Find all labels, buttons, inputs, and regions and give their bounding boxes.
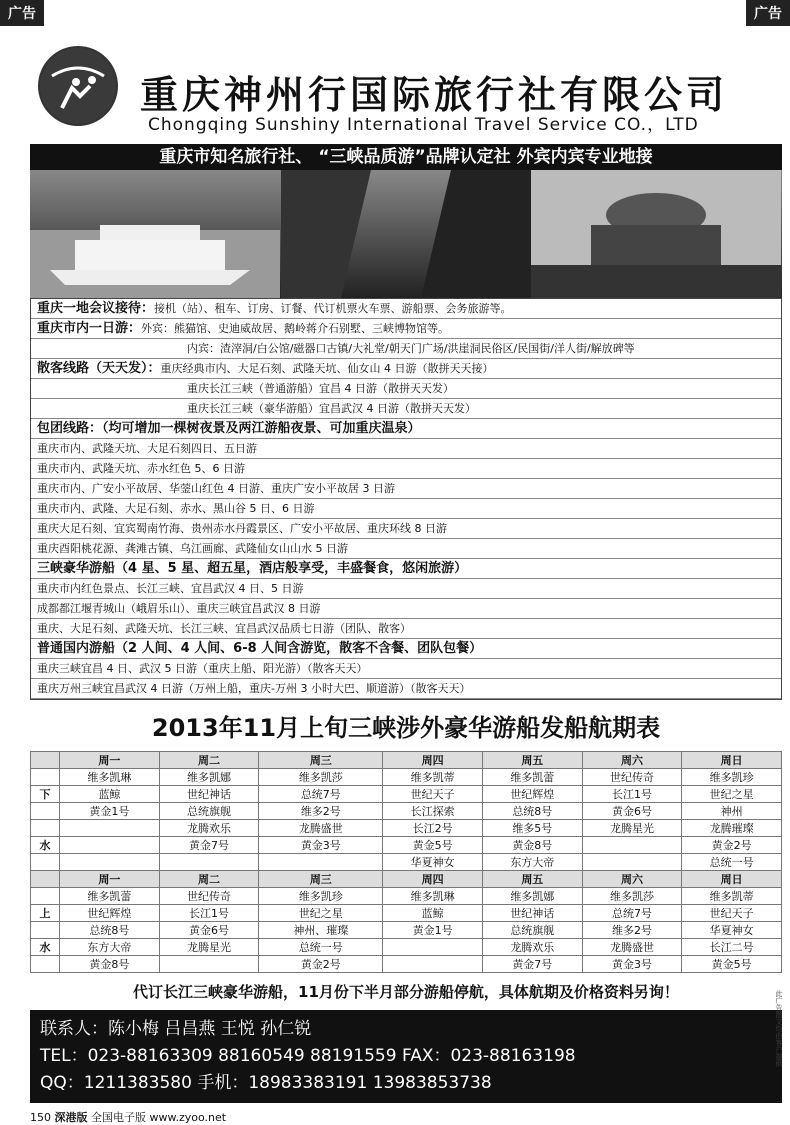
ship-cell: 黄金2号 bbox=[259, 956, 383, 973]
direction-cell bbox=[31, 820, 60, 837]
ship-cell: 黄金7号 bbox=[482, 956, 582, 973]
service-row bbox=[31, 499, 781, 519]
ship-cell: 龙腾欢乐 bbox=[159, 820, 259, 837]
ship-cell: 维多凯蒂 bbox=[383, 769, 483, 786]
service-row bbox=[31, 459, 781, 479]
service-row bbox=[31, 599, 781, 619]
edition-label: 深港版 bbox=[54, 1111, 88, 1124]
service-text: 重庆万州三峡宜昌武汉 4 日游（万州上船，重庆-万州 3 小时大巴、顺道游）（散客天天） bbox=[37, 682, 471, 695]
direction-cell bbox=[31, 769, 60, 786]
ship-cell: 世纪之星 bbox=[682, 786, 782, 803]
ship-cell: 维多凯珍 bbox=[682, 769, 782, 786]
direction-cell bbox=[31, 803, 60, 820]
corner-cell bbox=[31, 752, 60, 769]
ship-cell: 神州、璀璨 bbox=[259, 922, 383, 939]
header bbox=[30, 14, 782, 144]
ship-cell: 维多凯蕾 bbox=[60, 888, 160, 905]
weekday-header: 周四 bbox=[383, 871, 483, 888]
ship-cell: 黄金3号 bbox=[259, 837, 383, 854]
ship-cell: 神州 bbox=[682, 803, 782, 820]
schedule-row bbox=[31, 786, 782, 803]
service-text: 重庆长江三峡（豪华游船）宜昌武汉 4 日游（散拼天天发） bbox=[187, 402, 476, 415]
direction-cell bbox=[31, 922, 60, 939]
direction-cell: 下 bbox=[31, 786, 60, 803]
service-text: 接机（站）、租车、订房、订餐、代订机票火车票、游船票、会务旅游等。 bbox=[154, 302, 512, 315]
contact-tel: TEL：023-88163309 88160549 88191559 FAX：023-88163198 bbox=[40, 1046, 576, 1066]
direction-cell bbox=[31, 854, 60, 871]
service-row bbox=[31, 399, 781, 419]
ship-cell: 黄金6号 bbox=[159, 922, 259, 939]
service-row bbox=[31, 659, 781, 679]
schedule-row bbox=[31, 820, 782, 837]
ship-cell: 黄金3号 bbox=[582, 956, 682, 973]
ship-cell: 黄金1号 bbox=[60, 803, 160, 820]
service-text: 重庆市内、武隆天坑、大足石刻四日、五日游 bbox=[37, 442, 257, 455]
weekday-header: 周一 bbox=[60, 752, 160, 769]
cruise-ship-photo bbox=[30, 170, 281, 298]
schedule-row bbox=[31, 939, 782, 956]
service-row bbox=[31, 679, 781, 699]
service-row bbox=[31, 419, 781, 439]
service-heading: 普通国内游船（2 人间、4 人间、6-8 人间含游览，散客不含餐、团队包餐） bbox=[37, 641, 483, 656]
service-text: 重庆长江三峡（普通游船）宜昌 4 日游（散拼天天发） bbox=[187, 382, 454, 395]
ship-cell: 维多凯蕾 bbox=[482, 769, 582, 786]
weekday-header: 周四 bbox=[383, 752, 483, 769]
ad-label-left: 广告 bbox=[0, 0, 44, 26]
banner: 重庆市知名旅行社、 “三峡品质游”品牌认定社 外宾内宾专业地接 bbox=[30, 144, 782, 170]
ship-cell bbox=[60, 820, 160, 837]
weekday-header: 周二 bbox=[159, 871, 259, 888]
schedule-row bbox=[31, 769, 782, 786]
ship-cell bbox=[60, 854, 160, 871]
ship-cell: 华夏神女 bbox=[383, 854, 483, 871]
direction-cell bbox=[31, 956, 60, 973]
service-text: 重庆市内、广安小平故居、华蓥山红色 4 日游、重庆广安小平故居 3 日游 bbox=[37, 482, 395, 495]
ship-cell bbox=[259, 854, 383, 871]
service-row bbox=[31, 299, 781, 319]
ship-cell: 维多2号 bbox=[259, 803, 383, 820]
ship-cell: 总统旗舰 bbox=[482, 922, 582, 939]
weekday-header: 周六 bbox=[582, 871, 682, 888]
ad-label-right: 广告 bbox=[746, 0, 790, 26]
weekday-header: 周日 bbox=[682, 752, 782, 769]
ship-cell: 龙腾盛世 bbox=[259, 820, 383, 837]
weekday-header: 周五 bbox=[482, 752, 582, 769]
service-text: 重庆市内、武隆、大足石刻、赤水、黑山谷 5 日、6 日游 bbox=[37, 502, 315, 515]
ship-cell: 黄金5号 bbox=[383, 837, 483, 854]
running-figures-icon bbox=[38, 46, 118, 126]
weekday-header: 周二 bbox=[159, 752, 259, 769]
ship-cell: 蓝鲸 bbox=[60, 786, 160, 803]
ship-cell: 黄金2号 bbox=[682, 837, 782, 854]
weekday-header: 周三 bbox=[259, 752, 383, 769]
service-row bbox=[31, 579, 781, 599]
schedule-row bbox=[31, 922, 782, 939]
ship-cell bbox=[60, 837, 160, 854]
ship-cell: 世纪传奇 bbox=[159, 888, 259, 905]
ship-cell: 黄金1号 bbox=[383, 922, 483, 939]
great-hall-photo bbox=[531, 170, 782, 298]
ship-cell: 维多凯琳 bbox=[60, 769, 160, 786]
ship-cell: 总统一号 bbox=[259, 939, 383, 956]
weekday-header: 周三 bbox=[259, 871, 383, 888]
service-row bbox=[31, 619, 781, 639]
ship-cell bbox=[582, 837, 682, 854]
ship-cell: 世纪天子 bbox=[682, 905, 782, 922]
ship-cell: 世纪神话 bbox=[159, 786, 259, 803]
ship-cell: 总统8号 bbox=[60, 922, 160, 939]
direction-cell bbox=[31, 888, 60, 905]
weekday-header-row bbox=[31, 871, 782, 888]
weekday-header: 周一 bbox=[60, 871, 160, 888]
ship-cell bbox=[383, 956, 483, 973]
ship-cell: 总统一号 bbox=[682, 854, 782, 871]
schedule-row bbox=[31, 888, 782, 905]
schedule-row bbox=[31, 803, 782, 820]
service-heading: 重庆一地会议接待： bbox=[37, 301, 155, 316]
notice: 代订长江三峡豪华游船，11月份下半月部分游船停航，具体航期及价格资料另询！ bbox=[133, 983, 679, 1001]
service-row bbox=[31, 359, 781, 379]
ship-cell: 维多2号 bbox=[582, 922, 682, 939]
ship-cell: 世纪传奇 bbox=[582, 769, 682, 786]
direction-cell: 水 bbox=[31, 837, 60, 854]
ship-cell: 总统7号 bbox=[582, 905, 682, 922]
service-text: 内宾：渣滓洞/白公馆/磁器口古镇/大礼堂/朝天门广场/洪崖洞民俗区/民国街/洋人街/解放碑等 bbox=[187, 342, 635, 355]
schedule-row bbox=[31, 837, 782, 854]
direction-cell: 水 bbox=[31, 939, 60, 956]
ship-cell: 总统7号 bbox=[259, 786, 383, 803]
ship-cell: 维多凯琳 bbox=[383, 888, 483, 905]
service-row bbox=[31, 479, 781, 499]
ship-cell: 维多凯娜 bbox=[159, 769, 259, 786]
service-text: 重庆大足石刻、宜宾蜀南竹海、贵州赤水丹霞景区、广安小平故居、重庆环线 8 日游 bbox=[37, 522, 447, 535]
schedule-row bbox=[31, 956, 782, 973]
service-row bbox=[31, 559, 781, 579]
direction-cell: 上 bbox=[31, 905, 60, 922]
schedule-title: 2013年11月上旬三峡涉外豪华游船发船航期表 bbox=[151, 714, 661, 742]
schedule-row bbox=[31, 854, 782, 871]
ship-cell: 长江1号 bbox=[582, 786, 682, 803]
page-footer bbox=[30, 1109, 782, 1125]
service-text: 重庆市内、武隆天坑、赤水红色 5、6 日游 bbox=[37, 462, 245, 475]
service-row bbox=[31, 639, 781, 659]
service-row bbox=[31, 379, 781, 399]
service-text: 外宾：熊猫馆、史迪威故居、鹅岭蒋介石别墅、三峡博物馆等。 bbox=[141, 322, 450, 335]
contact-block bbox=[30, 1010, 782, 1103]
ad-page bbox=[30, 14, 782, 1125]
ship-cell: 蓝鲸 bbox=[383, 905, 483, 922]
service-text: 重庆市内红色景点、长江三峡、宜昌武汉 4 日、5 日游 bbox=[37, 582, 304, 595]
ship-cell: 黄金7号 bbox=[159, 837, 259, 854]
ship-cell: 黄金8号 bbox=[482, 837, 582, 854]
ship-cell: 华夏神女 bbox=[682, 922, 782, 939]
service-row bbox=[31, 319, 781, 339]
ship-cell: 长江2号 bbox=[383, 820, 483, 837]
schedule-table bbox=[30, 751, 782, 973]
corner-cell bbox=[31, 871, 60, 888]
photo-strip bbox=[30, 170, 782, 298]
ship-cell: 世纪神话 bbox=[482, 905, 582, 922]
ship-cell: 世纪天子 bbox=[383, 786, 483, 803]
service-text: 重庆经典市内、大足石刻、武隆天坑、仙女山 4 日游（散拼天天接） bbox=[160, 362, 494, 375]
service-heading: 散客线路（天天发）： bbox=[37, 361, 161, 376]
ship-cell: 维多凯珍 bbox=[259, 888, 383, 905]
ship-cell bbox=[383, 939, 483, 956]
ship-cell: 长江探索 bbox=[383, 803, 483, 820]
weekday-header: 周五 bbox=[482, 871, 582, 888]
ship-cell: 长江二号 bbox=[682, 939, 782, 956]
page-number: 150 bbox=[30, 1111, 51, 1124]
gorge-photo bbox=[281, 170, 532, 298]
weekday-header: 周日 bbox=[682, 871, 782, 888]
ship-cell: 东方大帝 bbox=[482, 854, 582, 871]
ship-cell: 世纪辉煌 bbox=[482, 786, 582, 803]
weekday-header: 周六 bbox=[582, 752, 682, 769]
ship-cell bbox=[159, 956, 259, 973]
services-list bbox=[30, 298, 782, 700]
company-name-cn: 重庆神州行国际旅行社有限公司 bbox=[140, 72, 729, 117]
service-heading: 包团线路：（均可增加一棵树夜景及两江游船夜景、可加重庆温泉） bbox=[37, 421, 421, 436]
ship-cell bbox=[159, 854, 259, 871]
ship-cell: 龙腾欢乐 bbox=[482, 939, 582, 956]
side-note: 此广告图文均由客户提供 bbox=[775, 990, 783, 1067]
ship-cell: 维多5号 bbox=[482, 820, 582, 837]
ship-cell: 长江1号 bbox=[159, 905, 259, 922]
ship-cell: 东方大帝 bbox=[60, 939, 160, 956]
ship-cell: 维多凯蒂 bbox=[682, 888, 782, 905]
ship-cell: 龙腾璀璨 bbox=[682, 820, 782, 837]
ship-cell: 黄金8号 bbox=[60, 956, 160, 973]
service-row bbox=[31, 539, 781, 559]
service-heading: 三峡豪华游船（4 星、5 星、超五星，酒店般享受，丰盛餐食，悠闲旅游） bbox=[37, 561, 468, 576]
service-row bbox=[31, 519, 781, 539]
ship-cell: 维多凯娜 bbox=[482, 888, 582, 905]
contact-people: 联系人：陈小梅 吕昌燕 王悦 孙仁锐 bbox=[40, 1019, 312, 1039]
ship-cell bbox=[582, 854, 682, 871]
service-text: 重庆三峡宜昌 4 日、武汉 5 日游（重庆上船、阳光游）（散客天天） bbox=[37, 662, 368, 675]
company-logo bbox=[38, 46, 118, 126]
service-text: 重庆酉阳桃花源、龚滩古镇、乌江画廊、武隆仙女山山水 5 日游 bbox=[37, 542, 348, 555]
service-text: 重庆、大足石刻、武隆天坑、长江三峡、宜昌武汉品质七日游（团队、散客） bbox=[37, 622, 411, 635]
ship-cell: 总统8号 bbox=[482, 803, 582, 820]
ship-cell: 黄金5号 bbox=[682, 956, 782, 973]
ship-cell: 维多凯莎 bbox=[582, 888, 682, 905]
ship-cell: 龙腾星光 bbox=[582, 820, 682, 837]
ship-cell: 世纪辉煌 bbox=[60, 905, 160, 922]
ship-cell: 龙腾星光 bbox=[159, 939, 259, 956]
service-text: 成都都江堰青城山（峨眉乐山）、重庆三峡宜昌武汉 8 日游 bbox=[37, 602, 321, 615]
site-link[interactable]: 全国电子版 www.zyoo.net bbox=[91, 1111, 227, 1124]
service-row bbox=[31, 339, 781, 359]
service-heading: 重庆市内一日游： bbox=[37, 321, 142, 336]
service-row bbox=[31, 439, 781, 459]
company-name-en: Chongqing Sunshiny International Travel Service CO.，LTD bbox=[148, 115, 699, 135]
weekday-header-row bbox=[31, 752, 782, 769]
ship-cell: 黄金6号 bbox=[582, 803, 682, 820]
ship-cell: 总统旗舰 bbox=[159, 803, 259, 820]
ship-cell: 维多凯莎 bbox=[259, 769, 383, 786]
contact-qq: QQ：1211383580 手机：18983383191 13983853738 bbox=[40, 1073, 492, 1093]
ship-cell: 龙腾盛世 bbox=[582, 939, 682, 956]
schedule-row bbox=[31, 905, 782, 922]
ship-cell: 世纪之星 bbox=[259, 905, 383, 922]
